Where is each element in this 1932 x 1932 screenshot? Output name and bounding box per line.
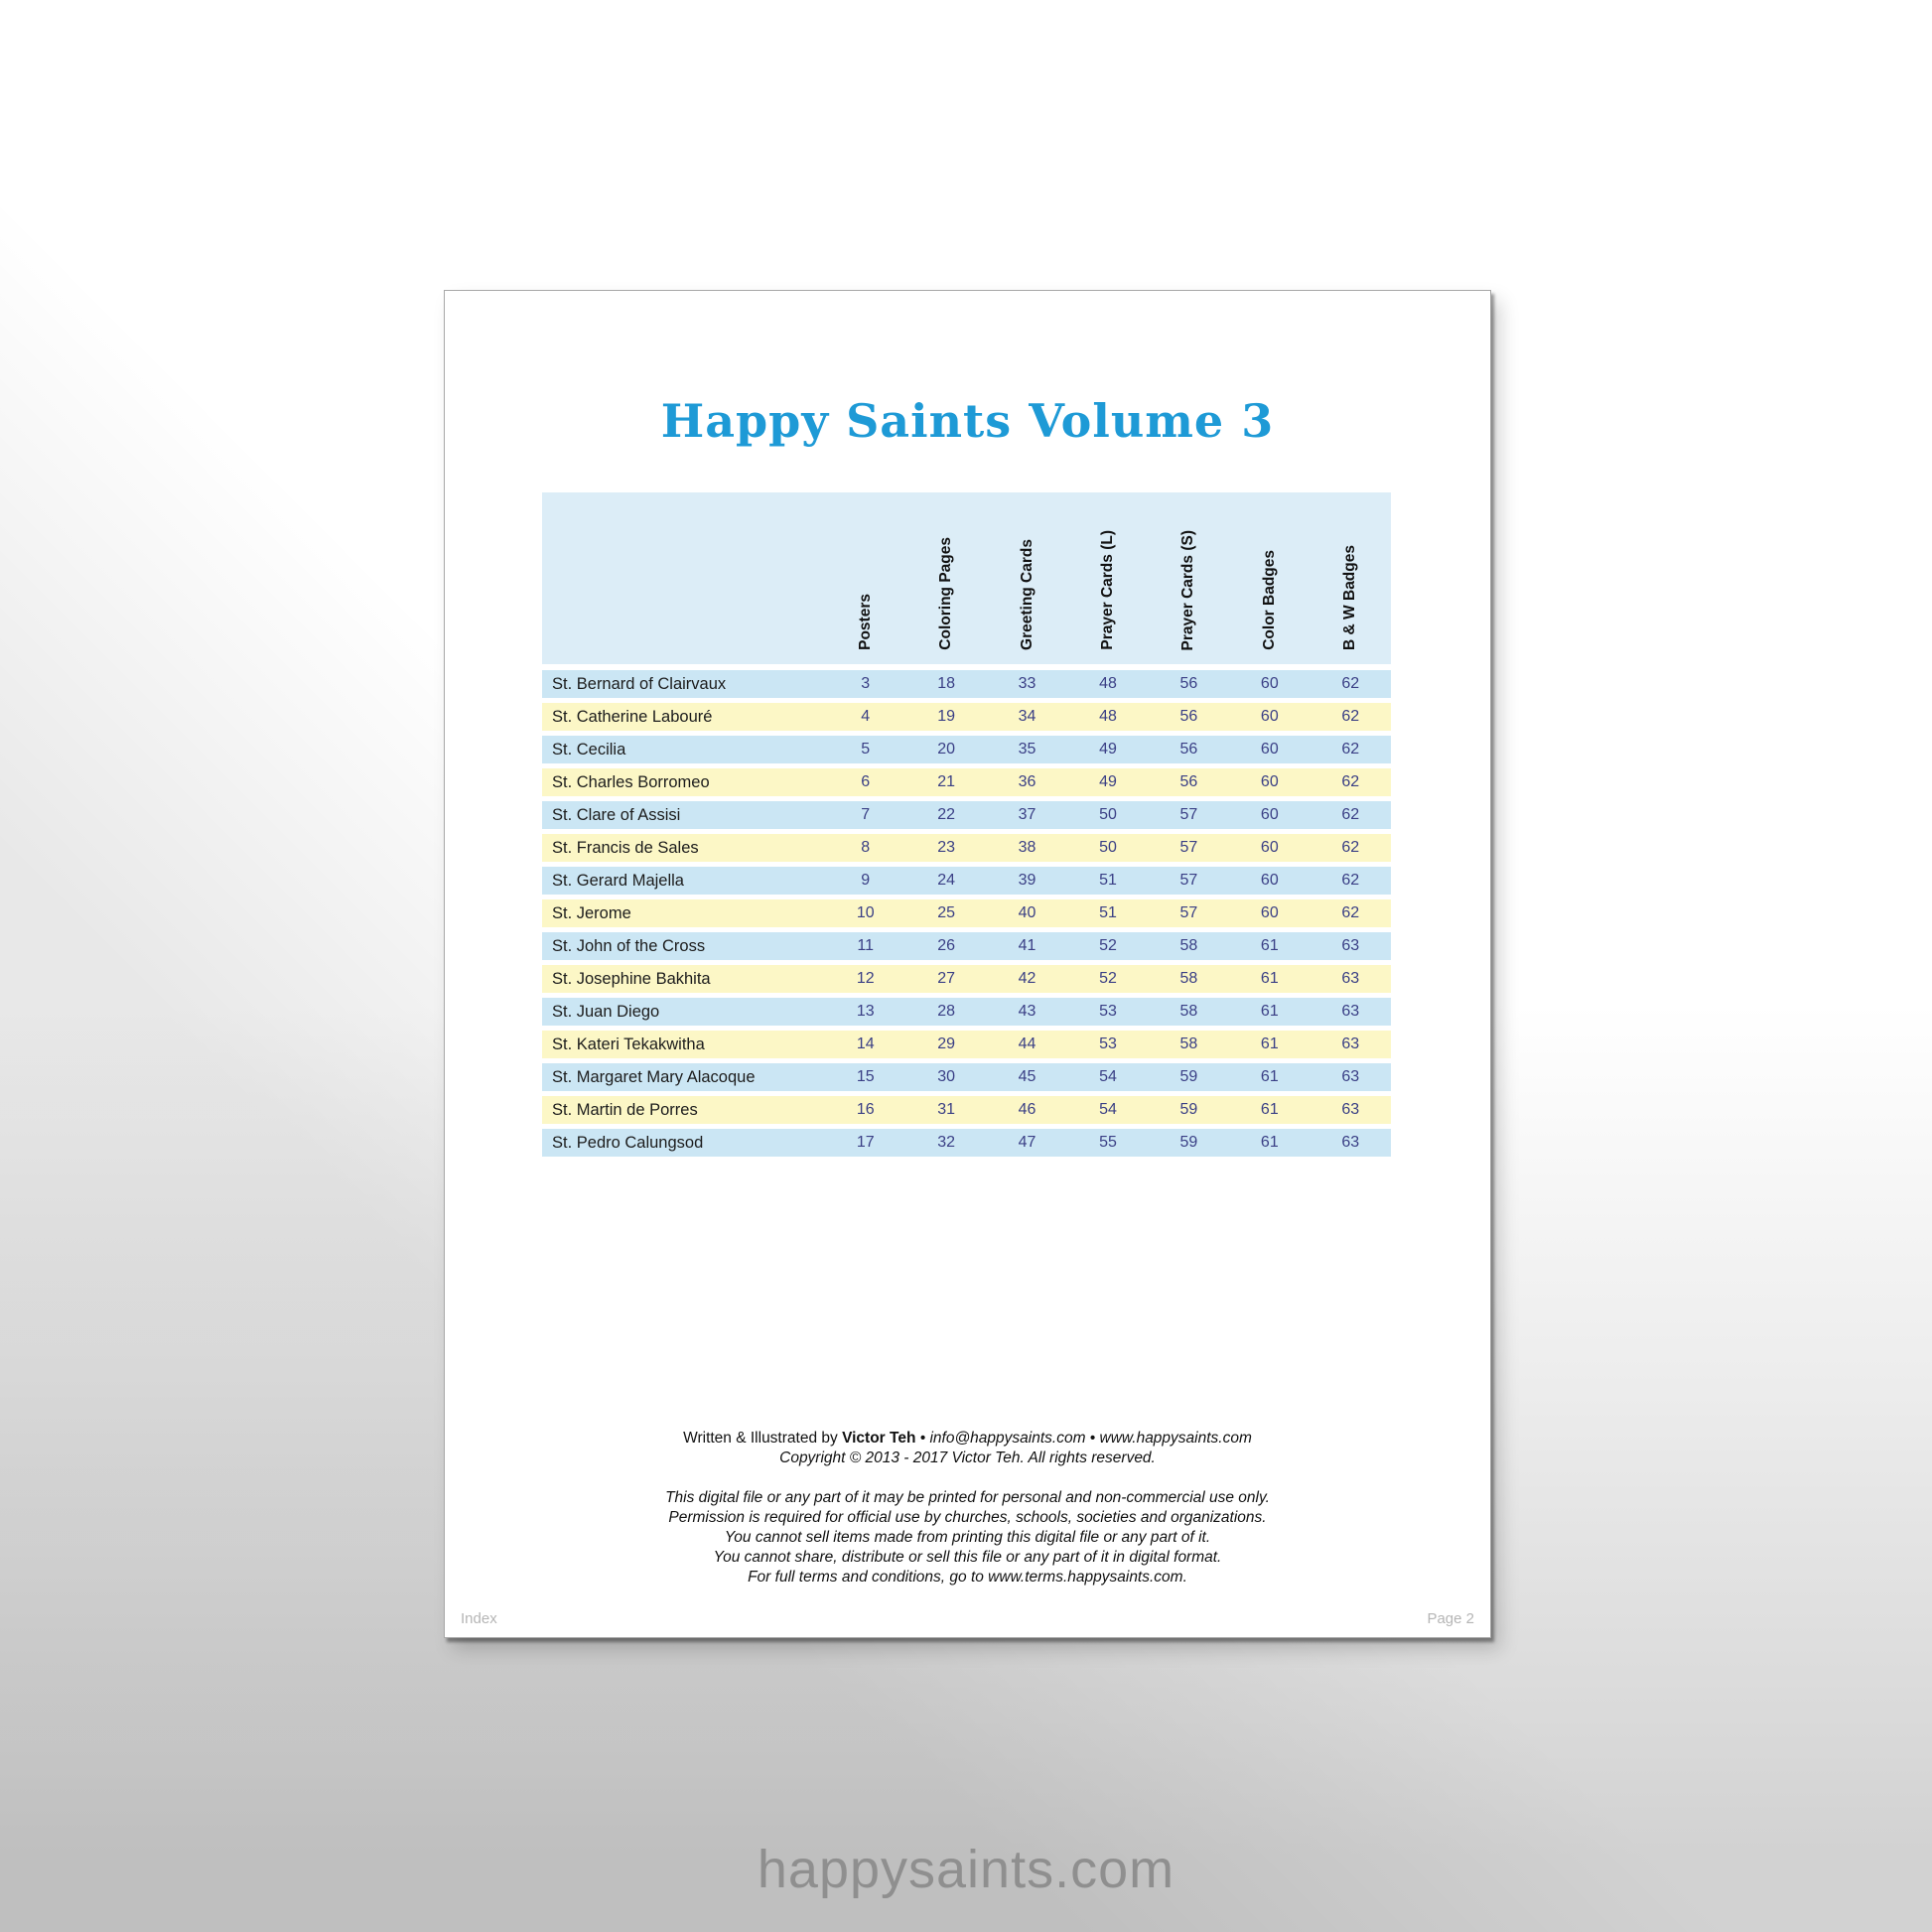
page-number-cell: 56: [1179, 741, 1198, 758]
column-header-cell: [987, 492, 1067, 664]
page-number-cell: 57: [1179, 872, 1198, 889]
page-number-cell: 47: [1018, 1134, 1036, 1151]
page-number-cell: 12: [856, 970, 875, 987]
page-number-cell: 30: [937, 1068, 956, 1085]
page-number-cell: 63: [1341, 1003, 1360, 1020]
column-header: Greeting Cards: [1018, 539, 1035, 650]
page-number-cell: 22: [937, 806, 956, 823]
page-number-cell: 24: [937, 872, 956, 889]
page-number-cell: 63: [1341, 937, 1360, 954]
column-header: Coloring Pages: [937, 537, 955, 650]
header-name-spacer: [542, 492, 825, 664]
page-number-cell: 41: [1018, 937, 1036, 954]
page-number-cell: 58: [1179, 970, 1198, 987]
saint-name-cell: St. Charles Borromeo: [552, 772, 710, 791]
saint-name-cell: St. John of the Cross: [552, 936, 706, 955]
saint-name-cell: St. Jerome: [552, 903, 631, 922]
page-number-cell: 13: [856, 1003, 875, 1020]
page-number-cell: 38: [1018, 839, 1036, 856]
saint-name-cell: St. Martin de Porres: [552, 1100, 698, 1119]
page-number-cell: 57: [1179, 839, 1198, 856]
page-number-cell: 33: [1018, 675, 1036, 692]
page-number-cell: 59: [1179, 1134, 1198, 1151]
table-row: [542, 867, 1391, 895]
page-number-cell: 9: [861, 872, 871, 889]
page-number-cell: 61: [1260, 1003, 1279, 1020]
table-row: [542, 670, 1391, 698]
author-name: Victor Teh: [842, 1430, 916, 1447]
page-number-cell: 43: [1018, 1003, 1036, 1020]
page-number-cell: 60: [1260, 675, 1279, 692]
page-number-cell: 60: [1260, 773, 1279, 790]
page-number-cell: 32: [937, 1134, 956, 1151]
page-number-cell: 36: [1018, 773, 1036, 790]
page-number-cell: 58: [1179, 1035, 1198, 1052]
table-row: [542, 932, 1391, 960]
terms-block: [445, 1488, 1490, 1587]
terms-line: For full terms and conditions, go to www.terms.happysaints.com.: [748, 1569, 1187, 1586]
column-header-cell: [1311, 492, 1391, 664]
terms-line: This digital file or any part of it may be printed for personal and non-commercial use only.: [665, 1489, 1270, 1506]
page-number-cell: 52: [1099, 970, 1117, 987]
page-number-cell: 55: [1099, 1134, 1117, 1151]
page-number-cell: 51: [1099, 904, 1117, 921]
column-header-cell: [825, 492, 905, 664]
page-number-cell: 61: [1260, 970, 1279, 987]
page-number-cell: 61: [1260, 1134, 1279, 1151]
page-number-cell: 58: [1179, 937, 1198, 954]
column-header: Prayer Cards (S): [1179, 529, 1197, 650]
table-row: [542, 899, 1391, 927]
page-number-cell: 60: [1260, 741, 1279, 758]
page-number-cell: 50: [1099, 806, 1117, 823]
table-body: [542, 670, 1391, 1157]
page-number-cell: 63: [1341, 970, 1360, 987]
page-number-cell: 62: [1341, 872, 1360, 889]
column-header: Color Badges: [1260, 550, 1278, 650]
page-number-cell: 54: [1099, 1101, 1117, 1118]
table-row: [542, 965, 1391, 993]
credits-line-1: Written & Illustrated by Victor Teh • info@happysaints.com • www.happysaints.com: [683, 1430, 1252, 1447]
page-number-cell: 21: [937, 773, 956, 790]
page-number-cell: 63: [1341, 1134, 1360, 1151]
page-number-cell: 63: [1341, 1101, 1360, 1118]
page-number-cell: 44: [1018, 1035, 1036, 1052]
page-number-cell: 31: [937, 1101, 956, 1118]
page-number-cell: 63: [1341, 1035, 1360, 1052]
page-number-cell: 61: [1260, 1068, 1279, 1085]
page-number-cell: 57: [1179, 904, 1198, 921]
column-header-cell: [905, 492, 986, 664]
table-row: [542, 1096, 1391, 1124]
page-number-cell: 26: [937, 937, 956, 954]
page-number-cell: 49: [1099, 741, 1117, 758]
page-number-cell: 62: [1341, 741, 1360, 758]
page-number-cell: 62: [1341, 839, 1360, 856]
table-row: [542, 801, 1391, 829]
index-table: [542, 492, 1391, 1157]
saint-name-cell: St. Bernard of Clairvaux: [552, 674, 727, 693]
saint-name-cell: St. Catherine Labouré: [552, 707, 713, 726]
column-header-cell: [1229, 492, 1310, 664]
site-watermark: happysaints.com: [757, 1840, 1175, 1899]
page-number-cell: 28: [937, 1003, 956, 1020]
table-row: [542, 768, 1391, 796]
table-row: [542, 1129, 1391, 1157]
page-number-cell: 39: [1018, 872, 1036, 889]
page-number-cell: 60: [1260, 708, 1279, 725]
page-number-cell: 62: [1341, 708, 1360, 725]
table-row: [542, 998, 1391, 1026]
page-number-cell: 57: [1179, 806, 1198, 823]
credits-block: [445, 1429, 1490, 1468]
page-number-cell: 42: [1018, 970, 1036, 987]
column-header-cell: [1067, 492, 1148, 664]
page-number-cell: 17: [856, 1134, 875, 1151]
page-number-cell: 60: [1260, 806, 1279, 823]
footer-section-label: Index: [461, 1610, 497, 1627]
table-row: [542, 736, 1391, 763]
saint-name-cell: St. Clare of Assisi: [552, 805, 681, 824]
page-footer: [461, 1610, 1474, 1627]
page-number-cell: 56: [1179, 773, 1198, 790]
terms-line: You cannot share, distribute or sell this file or any part of it in digital format.: [713, 1549, 1222, 1566]
page-number-cell: 15: [856, 1068, 875, 1085]
page-number-cell: 40: [1018, 904, 1036, 921]
page-number-cell: 56: [1179, 675, 1198, 692]
page-number-cell: 62: [1341, 773, 1360, 790]
page-number-cell: 62: [1341, 675, 1360, 692]
page-number-cell: 63: [1341, 1068, 1360, 1085]
saint-name-cell: St. Juan Diego: [552, 1002, 660, 1021]
page-number-cell: 7: [861, 806, 871, 823]
page-number-cell: 59: [1179, 1101, 1198, 1118]
saint-name-cell: St. Pedro Calungsod: [552, 1133, 704, 1152]
page-number-cell: 3: [861, 675, 871, 692]
page-number-cell: 56: [1179, 708, 1198, 725]
terms-line: You cannot sell items made from printing this digital file or any part of it.: [724, 1529, 1211, 1546]
column-header-cell: [1149, 492, 1229, 664]
page-number-cell: 35: [1018, 741, 1036, 758]
page-number-cell: 23: [937, 839, 956, 856]
page-number-cell: 62: [1341, 806, 1360, 823]
page-number-cell: 60: [1260, 872, 1279, 889]
table-row: [542, 703, 1391, 731]
page-number-cell: 11: [857, 937, 875, 954]
page-number-cell: 5: [861, 741, 871, 758]
page-number-cell: 14: [856, 1035, 875, 1052]
page-number-cell: 54: [1099, 1068, 1117, 1085]
page-number-cell: 62: [1341, 904, 1360, 921]
page-number-cell: 16: [856, 1101, 875, 1118]
page-number-cell: 48: [1099, 708, 1117, 725]
page-number-cell: 18: [937, 675, 956, 692]
saint-name-cell: St. Gerard Majella: [552, 871, 684, 890]
page-number-cell: 19: [937, 708, 956, 725]
page-number-cell: 59: [1179, 1068, 1198, 1085]
page-number-cell: 48: [1099, 675, 1117, 692]
page-number-cell: 61: [1260, 1035, 1279, 1052]
footer-page-number: Page 2: [1427, 1610, 1474, 1627]
page-number-cell: 8: [861, 839, 871, 856]
page-number-cell: 25: [937, 904, 956, 921]
page-number-cell: 20: [937, 741, 956, 758]
column-header: B & W Badges: [1341, 545, 1359, 650]
page-number-cell: 53: [1099, 1035, 1117, 1052]
saint-name-cell: St. Cecilia: [552, 740, 626, 759]
page-number-cell: 49: [1099, 773, 1117, 790]
page-number-cell: 4: [861, 708, 871, 725]
page-number-cell: 61: [1260, 1101, 1279, 1118]
page-number-cell: 58: [1179, 1003, 1198, 1020]
terms-line: Permission is required for official use by churches, schools, societies and organizations.: [668, 1509, 1267, 1526]
column-header: Prayer Cards (L): [1098, 530, 1116, 650]
page-number-cell: 60: [1260, 904, 1279, 921]
table-row: [542, 834, 1391, 862]
page-number-cell: 45: [1018, 1068, 1036, 1085]
column-header: Posters: [856, 594, 874, 650]
page-number-cell: 50: [1099, 839, 1117, 856]
page-number-cell: 51: [1099, 872, 1117, 889]
page-number-cell: 60: [1260, 839, 1279, 856]
saint-name-cell: St. Francis de Sales: [552, 838, 699, 857]
page-number-cell: 6: [861, 773, 871, 790]
page-title: Happy Saints Volume 3: [660, 394, 1275, 448]
page-number-cell: 10: [856, 904, 875, 921]
page-number-cell: 34: [1018, 708, 1036, 725]
page-number-cell: 53: [1099, 1003, 1117, 1020]
saint-name-cell: St. Margaret Mary Alacoque: [552, 1067, 756, 1086]
table-header-row: [542, 492, 1391, 664]
saint-name-cell: St. Josephine Bakhita: [552, 969, 711, 988]
page-number-cell: 46: [1018, 1101, 1036, 1118]
page-number-cell: 61: [1260, 937, 1279, 954]
copyright-line: Copyright © 2013 - 2017 Victor Teh. All rights reserved.: [779, 1449, 1156, 1466]
table-row: [542, 1031, 1391, 1058]
saint-name-cell: St. Kateri Tekakwitha: [552, 1035, 705, 1053]
page-number-cell: 29: [937, 1035, 956, 1052]
table-row: [542, 1063, 1391, 1091]
document-page: [444, 290, 1491, 1638]
page-number-cell: 37: [1018, 806, 1036, 823]
page-number-cell: 52: [1099, 937, 1117, 954]
page-number-cell: 27: [937, 970, 956, 987]
